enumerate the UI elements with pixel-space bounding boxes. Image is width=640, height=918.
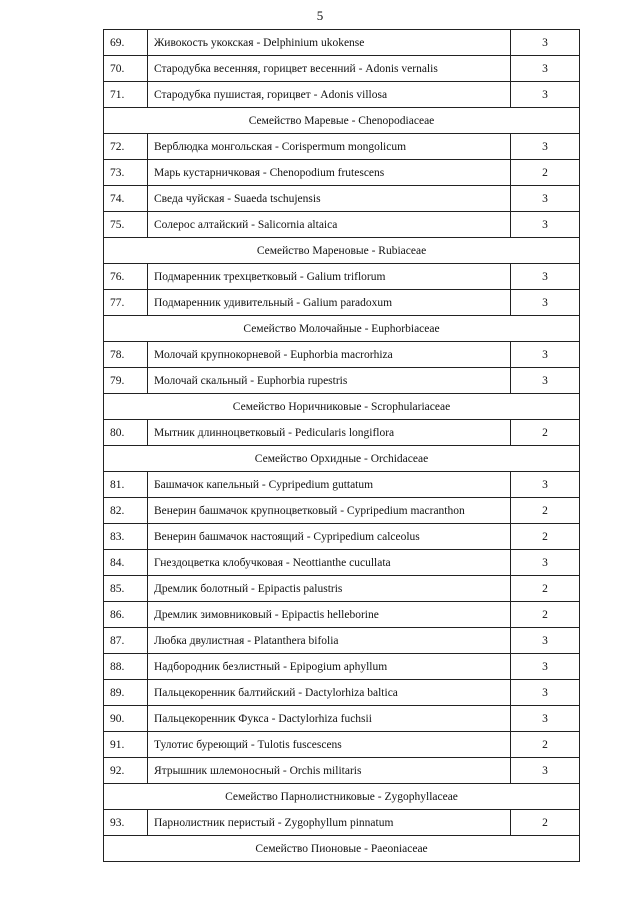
table-row <box>104 420 580 446</box>
family-header: Семейство Пионовые - Paeoniaceae <box>104 836 580 862</box>
table-row <box>104 56 580 82</box>
species-name: Мытник длинноцветковый - Pedicularis longiflora <box>148 420 511 446</box>
species-name: Надбородник безлистный - Epipogium aphyllum <box>148 654 511 680</box>
table-row <box>104 628 580 654</box>
species-name: Венерин башмачок настоящий - Cypripedium calceolus <box>148 524 511 550</box>
rarity-category: 3 <box>511 758 580 784</box>
row-number: 84. <box>104 550 148 576</box>
family-header: Семейство Маревые - Chenopodiaceae <box>104 108 580 134</box>
species-name: Тулотис буреющий - Tulotis fuscescens <box>148 732 511 758</box>
species-name: Ятрышник шлемоносный - Orchis militaris <box>148 758 511 784</box>
rarity-category: 2 <box>511 732 580 758</box>
row-number: 81. <box>104 472 148 498</box>
row-number: 86. <box>104 602 148 628</box>
rarity-category: 2 <box>511 420 580 446</box>
page-number: 5 <box>316 8 324 23</box>
table-row <box>104 472 580 498</box>
species-name: Стародубка пушистая, горицвет - Adonis villosa <box>148 82 511 108</box>
row-number: 91. <box>104 732 148 758</box>
species-name: Дремлик зимовниковый - Epipactis helleborine <box>148 602 511 628</box>
table-row <box>104 212 580 238</box>
family-header: Семейство Мареновые - Rubiaceae <box>104 238 580 264</box>
species-name: Верблюдка монгольская - Corispermum mongolicum <box>148 134 511 160</box>
rarity-category: 3 <box>511 134 580 160</box>
row-number: 83. <box>104 524 148 550</box>
family-header-row <box>104 108 580 134</box>
species-table <box>103 29 580 862</box>
rarity-category: 3 <box>511 30 580 56</box>
table-row <box>104 654 580 680</box>
family-header-row <box>104 394 580 420</box>
rarity-category: 3 <box>511 706 580 732</box>
rarity-category: 3 <box>511 368 580 394</box>
table-row <box>104 264 580 290</box>
rarity-category: 2 <box>511 160 580 186</box>
row-number: 87. <box>104 628 148 654</box>
species-name: Подмаренник удивительный - Galium paradoxum <box>148 290 511 316</box>
row-number: 90. <box>104 706 148 732</box>
table-row <box>104 290 580 316</box>
rarity-category: 3 <box>511 342 580 368</box>
rarity-category: 3 <box>511 290 580 316</box>
table-row <box>104 732 580 758</box>
table-row <box>104 550 580 576</box>
species-name: Пальцекоренник Фукса - Dactylorhiza fuchsii <box>148 706 511 732</box>
rarity-category: 3 <box>511 680 580 706</box>
species-name: Марь кустарничковая - Chenopodium frutescens <box>148 160 511 186</box>
species-name: Башмачок капельный - Cypripedium guttatum <box>148 472 511 498</box>
family-header-row <box>104 316 580 342</box>
row-number: 76. <box>104 264 148 290</box>
species-name: Молочай крупнокорневой - Euphorbia macrorhiza <box>148 342 511 368</box>
species-name: Пальцекоренник балтийский - Dactylorhiza baltica <box>148 680 511 706</box>
rarity-category: 3 <box>511 550 580 576</box>
family-header-row <box>104 836 580 862</box>
row-number: 92. <box>104 758 148 784</box>
species-table-body <box>104 30 580 862</box>
row-number: 82. <box>104 498 148 524</box>
rarity-category: 3 <box>511 654 580 680</box>
row-number: 69. <box>104 30 148 56</box>
family-header: Семейство Парнолистниковые - Zygophyllaceae <box>104 784 580 810</box>
row-number: 70. <box>104 56 148 82</box>
rarity-category: 3 <box>511 186 580 212</box>
family-header: Семейство Молочайные - Euphorbiaceae <box>104 316 580 342</box>
rarity-category: 2 <box>511 498 580 524</box>
table-row <box>104 134 580 160</box>
row-number: 73. <box>104 160 148 186</box>
row-number: 71. <box>104 82 148 108</box>
row-number: 72. <box>104 134 148 160</box>
row-number: 78. <box>104 342 148 368</box>
table-row <box>104 576 580 602</box>
table-row <box>104 186 580 212</box>
table-row <box>104 524 580 550</box>
family-header-row <box>104 446 580 472</box>
species-name: Солерос алтайский - Salicornia altaica <box>148 212 511 238</box>
table-row <box>104 30 580 56</box>
rarity-category: 2 <box>511 524 580 550</box>
rarity-category: 3 <box>511 628 580 654</box>
species-name: Дремлик болотный - Epipactis palustris <box>148 576 511 602</box>
table-row <box>104 82 580 108</box>
row-number: 79. <box>104 368 148 394</box>
row-number: 93. <box>104 810 148 836</box>
species-name: Стародубка весенняя, горицвет весенний - Adonis vernalis <box>148 56 511 82</box>
row-number: 88. <box>104 654 148 680</box>
table-row <box>104 498 580 524</box>
row-number: 74. <box>104 186 148 212</box>
species-name: Венерин башмачок крупноцветковый - Cypripedium macranthon <box>148 498 511 524</box>
table-row <box>104 680 580 706</box>
family-header-row <box>104 784 580 810</box>
row-number: 89. <box>104 680 148 706</box>
rarity-category: 3 <box>511 212 580 238</box>
row-number: 80. <box>104 420 148 446</box>
species-name: Молочай скальный - Euphorbia rupestris <box>148 368 511 394</box>
family-header-row <box>104 238 580 264</box>
family-header: Семейство Норичниковые - Scrophulariaceae <box>104 394 580 420</box>
rarity-category: 3 <box>511 82 580 108</box>
rarity-category: 2 <box>511 576 580 602</box>
table-row <box>104 758 580 784</box>
table-row <box>104 602 580 628</box>
species-name: Сведа чуйская - Suaeda tschujensis <box>148 186 511 212</box>
row-number: 75. <box>104 212 148 238</box>
rarity-category: 3 <box>511 56 580 82</box>
rarity-category: 3 <box>511 264 580 290</box>
species-name: Живокость укокская - Delphinium ukokense <box>148 30 511 56</box>
table-row <box>104 160 580 186</box>
rarity-category: 3 <box>511 472 580 498</box>
species-name: Любка двулистная - Platanthera bifolia <box>148 628 511 654</box>
row-number: 77. <box>104 290 148 316</box>
table-row <box>104 706 580 732</box>
table-row <box>104 342 580 368</box>
species-name: Гнездоцветка клобучковая - Neottianthe cucullata <box>148 550 511 576</box>
rarity-category: 2 <box>511 810 580 836</box>
row-number: 85. <box>104 576 148 602</box>
species-name: Парнолистник перистый - Zygophyllum pinnatum <box>148 810 511 836</box>
table-row <box>104 368 580 394</box>
table-row <box>104 810 580 836</box>
family-header: Семейство Орхидные - Orchidaceae <box>104 446 580 472</box>
rarity-category: 2 <box>511 602 580 628</box>
species-name: Подмаренник трехцветковый - Galium triflorum <box>148 264 511 290</box>
